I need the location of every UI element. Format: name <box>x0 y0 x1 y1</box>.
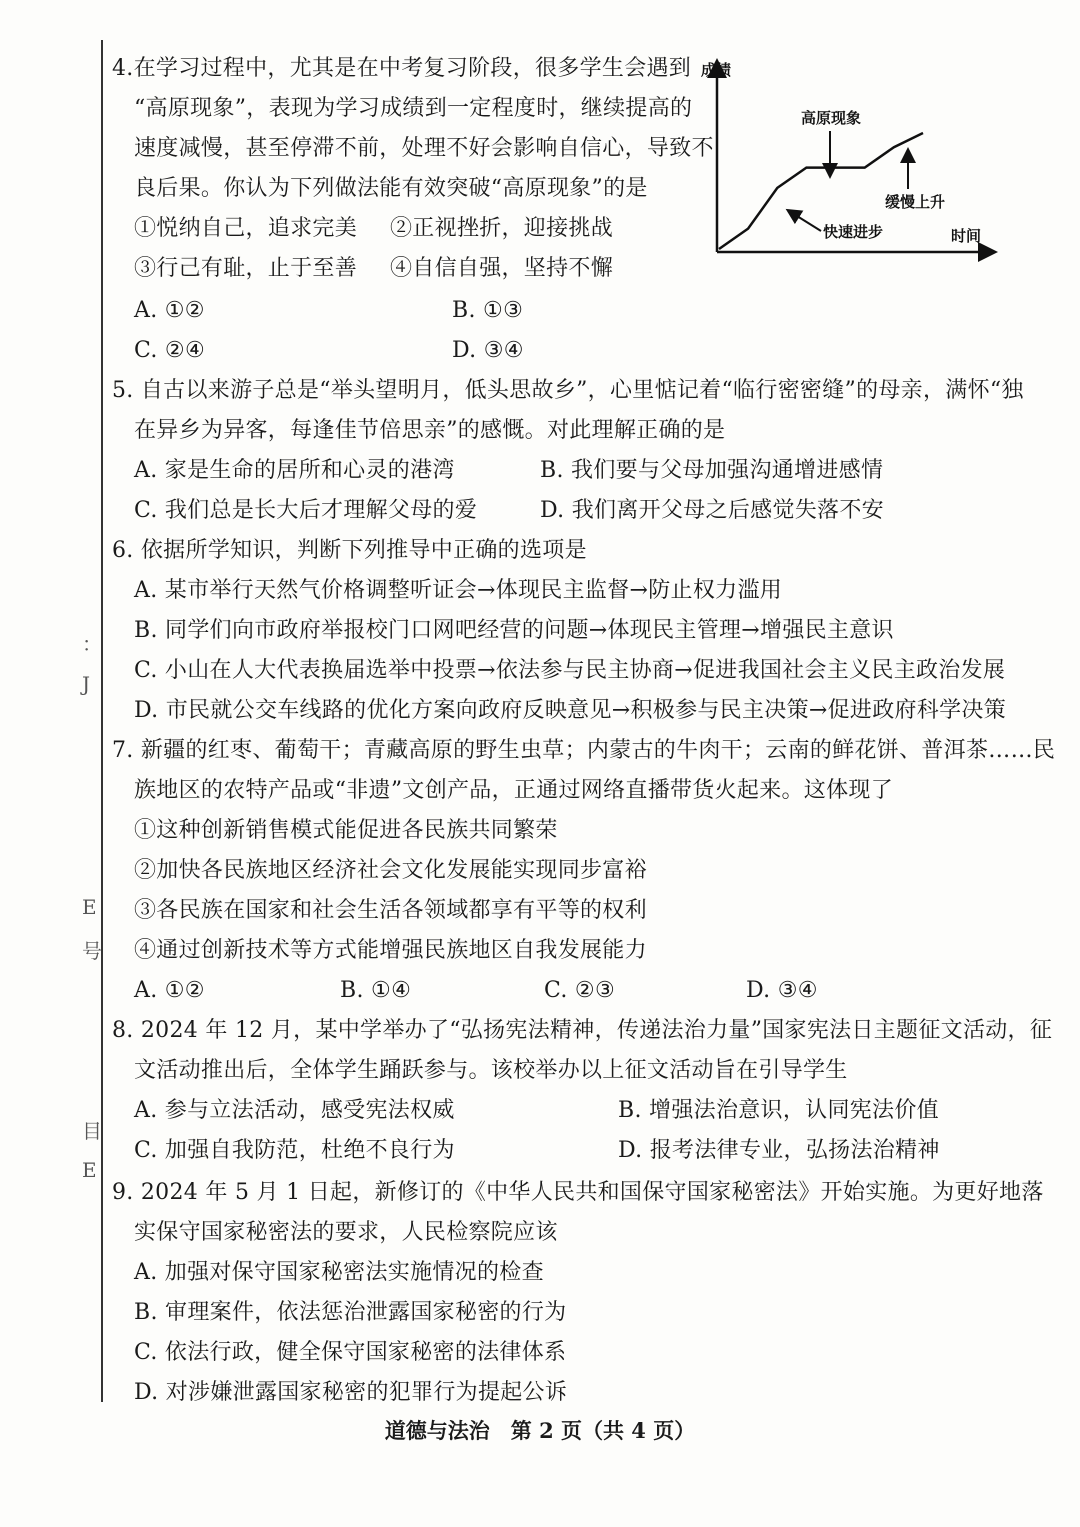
question-stem-line: 7. 新疆的红枣、葡萄干；青藏高原的野生虫草；内蒙古的牛肉干；云南的鲜花饼、普洱茶……民 <box>112 738 1056 763</box>
answer-option-c: C. 我们总是长大后才理解父母的爱 <box>134 498 478 523</box>
question-stem-line: 4.在学习过程中，尤其是在中考复习阶段，很多学生会遇到 <box>112 56 692 81</box>
answer-option-c: C. ②④ <box>134 338 205 363</box>
plateau-chart <box>701 55 1005 265</box>
question-stem-line: “高原现象”，表现为学习成绩到一定程度时，继续提高的 <box>134 96 693 121</box>
answer-option-a: A. 家是生命的居所和心灵的港湾 <box>134 458 455 483</box>
page-footer: 道德与法治 第 2 页（共 4 页） <box>384 1418 696 1443</box>
annotation-fast-progress: 快速进步 <box>823 223 884 241</box>
y-axis-label: 成绩 <box>701 61 732 79</box>
edge-mark: E <box>82 1158 97 1182</box>
question-stem-line: 9. 2024 年 5 月 1 日起，新修订的《中华人民共和国保守国家秘密法》开始实施。为更好地落 <box>112 1180 1044 1205</box>
question-stem-line: 文活动推出后，全体学生踊跃参与。该校举办以上征文活动旨在引导学生 <box>134 1058 848 1083</box>
x-axis-label: 时间 <box>951 227 982 245</box>
answer-option-a: A. 加强对保守国家秘密法实施情况的检查 <box>134 1260 544 1285</box>
answer-option-b: B. 增强法治意识，认同宪法价值 <box>618 1098 939 1123</box>
answer-option-d: D. ③④ <box>452 338 524 363</box>
fast-progress-arrow <box>789 211 821 231</box>
statement-item: ④通过创新技术等方式能增强民族地区自我发展能力 <box>134 938 647 963</box>
statement-item: ④自信自强，坚持不懈 <box>390 256 614 281</box>
score-curve <box>719 133 923 249</box>
question-stem-line: 8. 2024 年 12 月，某中学举办了“弘扬宪法精神，传递法治力量”国家宪法日主题征文活动，征 <box>112 1018 1053 1043</box>
statement-item: ②加快各民族地区经济社会文化发展能实现同步富裕 <box>134 858 647 883</box>
answer-option-d: D. 对涉嫌泄露国家秘密的犯罪行为提起公诉 <box>134 1380 568 1405</box>
answer-option-b: B. 我们要与父母加强沟通增进感情 <box>540 458 884 483</box>
answer-option-d: D. 我们离开父母之后感觉失落不安 <box>540 498 884 523</box>
answer-option-b: B. 同学们向市政府举报校门口网吧经营的问题→体现民主管理→增强民主意识 <box>134 618 894 643</box>
question-stem-line: 在异乡为异客，每逢佳节倍思亲”的感慨。对此理解正确的是 <box>134 418 726 443</box>
answer-option-c: C. 依法行政，健全保守国家秘密的法律体系 <box>134 1340 567 1365</box>
statement-item: ①悦纳自己，追求完美 <box>134 216 358 241</box>
edge-mark: 号 <box>82 939 102 963</box>
question-stem-line: 速度减慢，甚至停滞不前，处理不好会影响自信心，导致不 <box>134 136 714 161</box>
binding-margin-line <box>101 40 103 1402</box>
answer-option-a: A. 参与立法活动，感受宪法权威 <box>134 1098 455 1123</box>
edge-mark: J <box>82 672 91 696</box>
answer-option-a: A. ①② <box>134 298 205 323</box>
answer-option-b: B. ①③ <box>452 298 524 323</box>
answer-option-a: A. 某市举行天然气价格调整听证会→体现民主监督→防止权力滥用 <box>134 578 783 603</box>
annotation-plateau: 高原现象 <box>801 109 862 127</box>
answer-option-c: C. ②③ <box>544 978 615 1003</box>
question-stem-line: 良后果。你认为下列做法能有效突破“高原现象”的是 <box>134 176 648 201</box>
question-stem-line: 实保守国家秘密法的要求，人民检察院应该 <box>134 1220 558 1245</box>
statement-item: ③行己有耻，止于至善 <box>134 256 358 281</box>
answer-option-c: C. 小山在人大代表换届选举中投票→依法参与民主协商→促进我国社会主义民主政治发展 <box>134 658 1006 683</box>
statement-item: ①这种创新销售模式能促进各民族共同繁荣 <box>134 818 558 843</box>
answer-option-a: A. ①② <box>134 978 205 1003</box>
question-stem-line: 族地区的农特产品或“非遗”文创产品，正通过网络直播带货火起来。这体现了 <box>134 778 893 803</box>
statement-item: ③各民族在国家和社会生活各领域都享有平等的权利 <box>134 898 647 923</box>
question-stem-line: 6. 依据所学知识，判断下列推导中正确的选项是 <box>112 538 587 563</box>
statement-item: ②正视挫折，迎接挑战 <box>390 216 614 241</box>
answer-option-b: B. ①④ <box>340 978 412 1003</box>
answer-option-c: C. 加强自我防范，杜绝不良行为 <box>134 1138 455 1163</box>
answer-option-b: B. 审理案件，依法惩治泄露国家秘密的行为 <box>134 1300 567 1325</box>
answer-option-d: D. 市民就公交车线路的优化方案向政府反映意见→积极参与民主决策→促进政府科学决策 <box>134 698 1007 723</box>
edge-mark: E <box>82 895 97 919</box>
edge-mark: ： <box>82 632 102 656</box>
edge-mark: 目 <box>82 1119 102 1143</box>
annotation-slow-rise: 缓慢上升 <box>885 193 946 211</box>
answer-option-d: D. ③④ <box>746 978 818 1003</box>
question-stem-line: 5. 自古以来游子总是“举头望明月，低头思故乡”，心里惦记着“临行密密缝”的母亲，满怀“独 <box>112 378 1024 403</box>
answer-option-d: D. 报考法律专业，弘扬法治精神 <box>618 1138 940 1163</box>
